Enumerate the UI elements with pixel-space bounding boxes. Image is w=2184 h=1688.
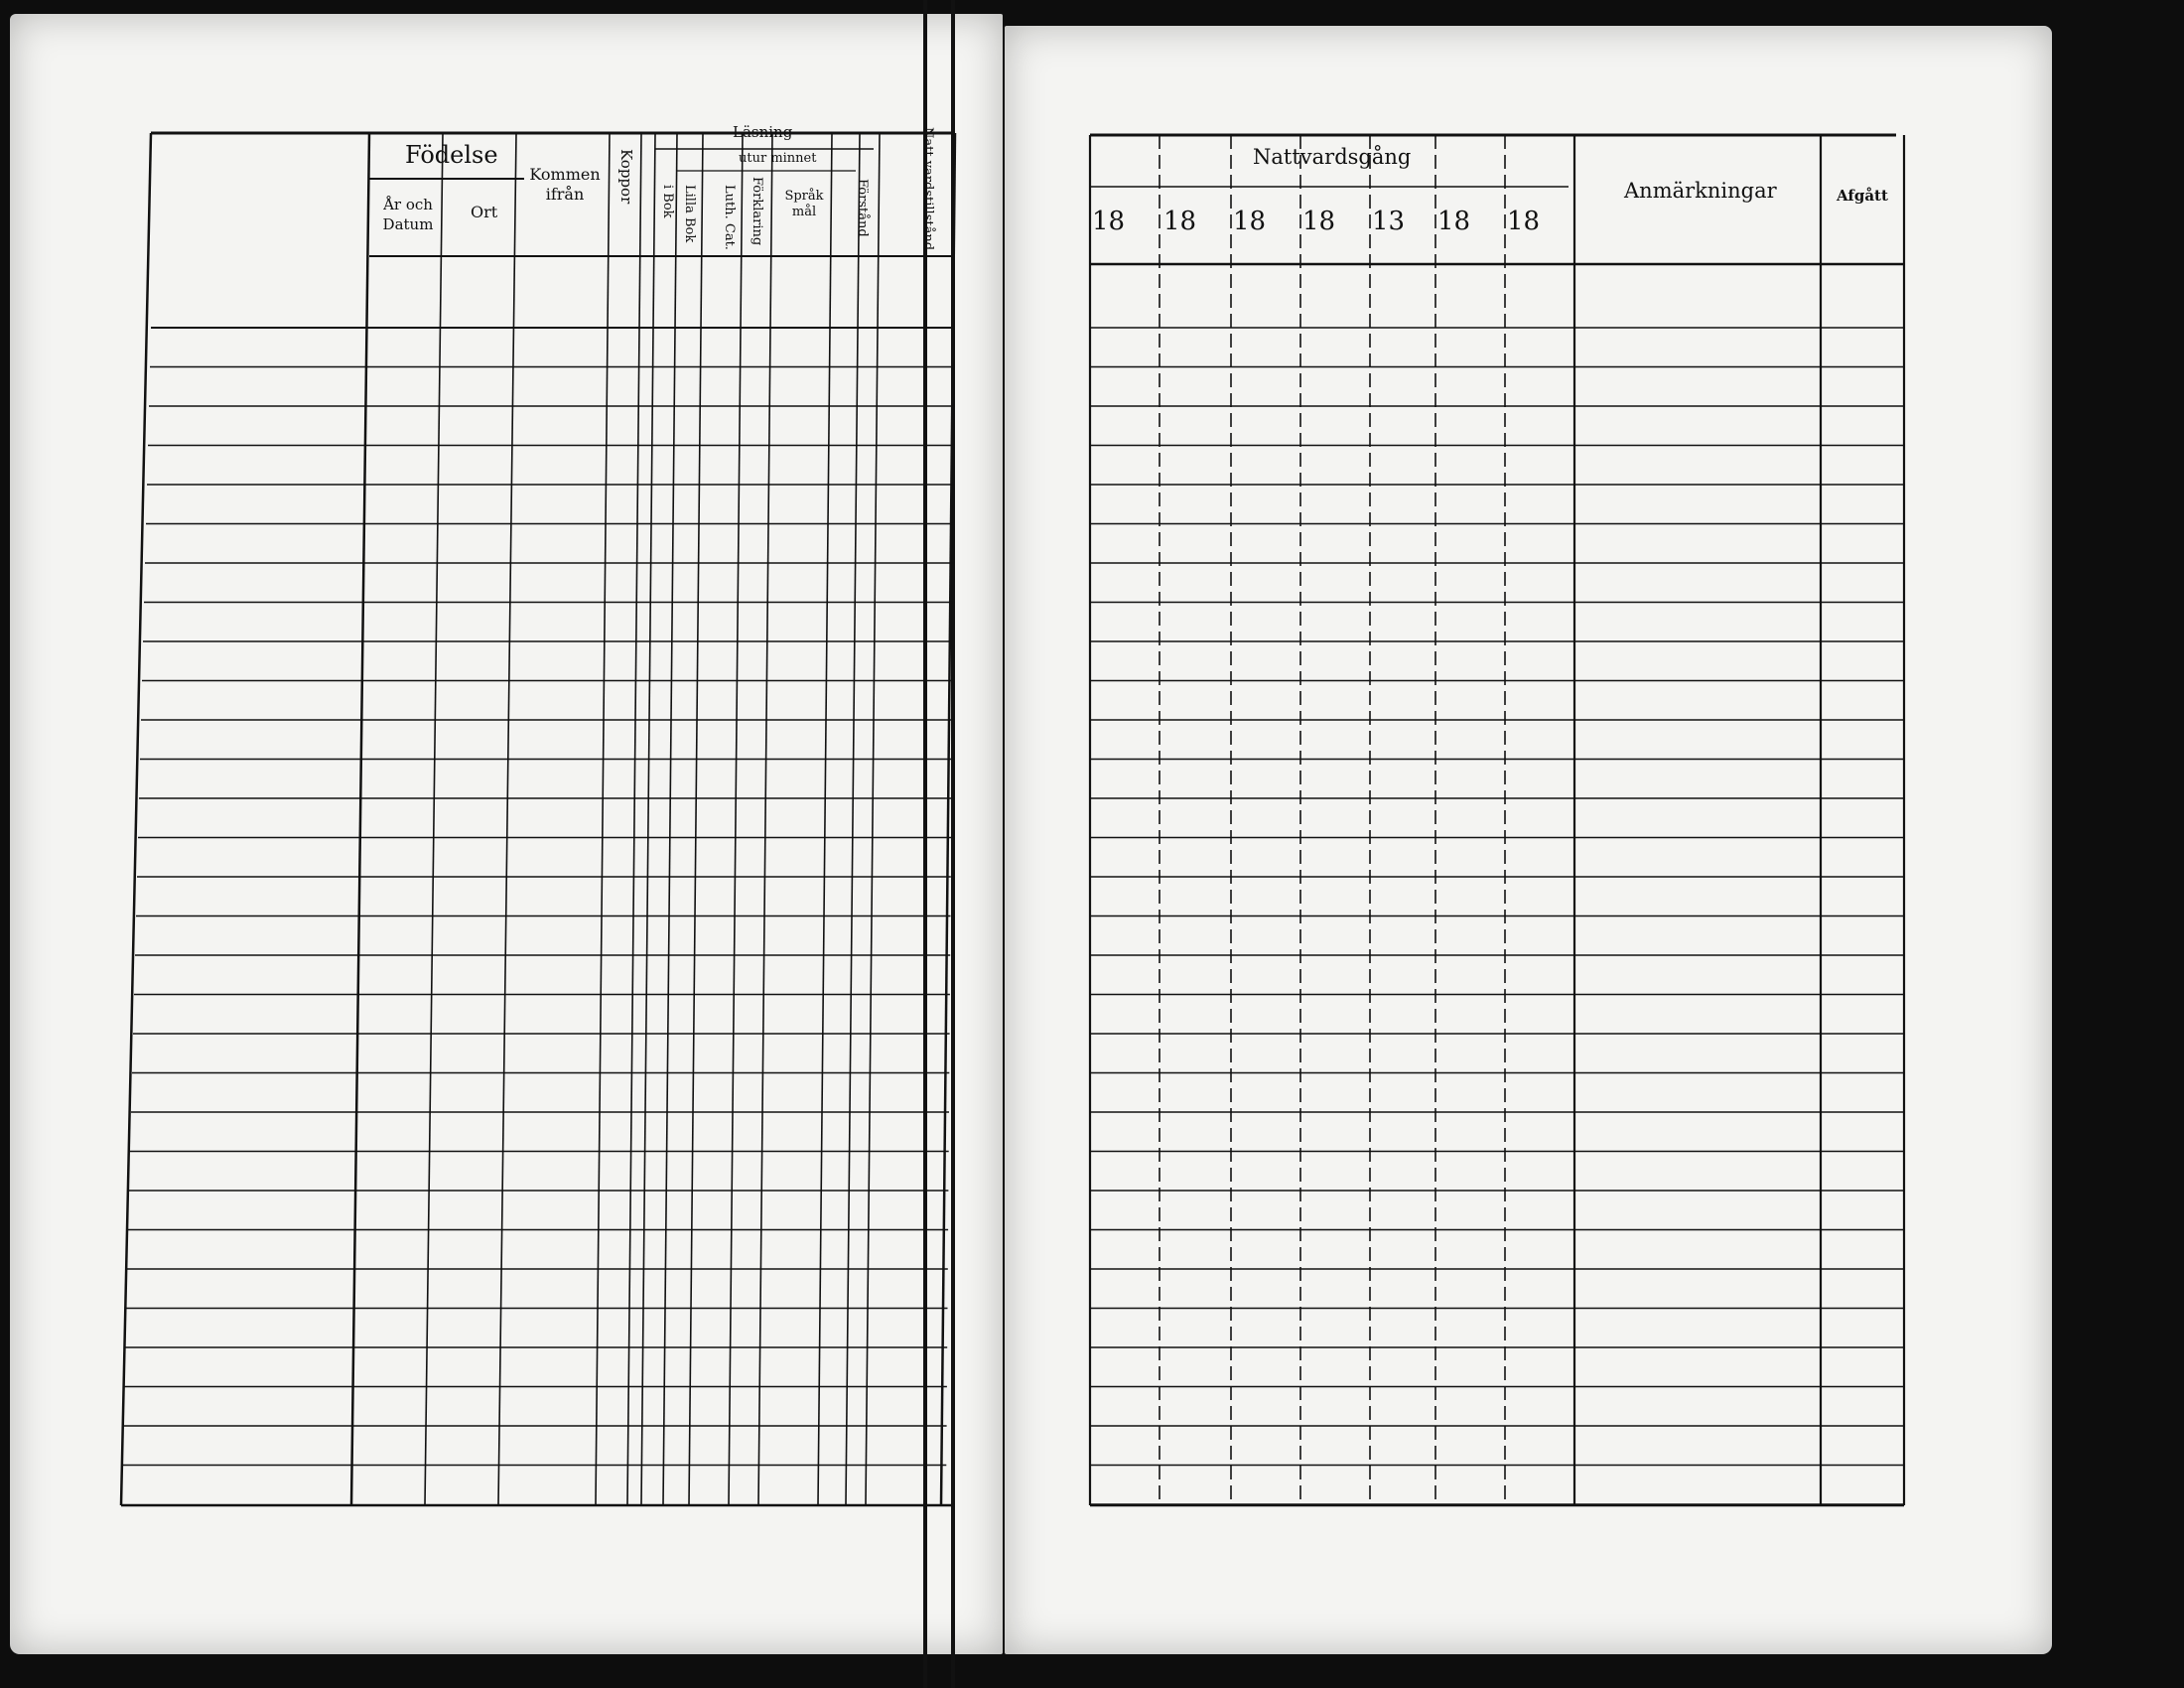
year-column-7: 18 (1507, 207, 1541, 236)
column-line (689, 133, 703, 1505)
column-line (596, 133, 610, 1505)
header-forstand: Förstånd (855, 179, 870, 237)
column-line (941, 133, 955, 1505)
column-line (866, 133, 880, 1505)
header-kommen-ifran: Kommen ifrån (529, 165, 601, 204)
header-fodelse: Födelse (405, 141, 498, 169)
year-column-6: 18 (1437, 207, 1471, 236)
column-line (627, 133, 641, 1505)
year-column-4: 18 (1302, 207, 1336, 236)
year-column-1: 18 (1092, 207, 1126, 236)
column-line (846, 133, 860, 1505)
header-afgatt: Afgått (1837, 187, 1888, 205)
column-line (663, 133, 677, 1505)
header-nattvardsgang: Nattvardsgång (1253, 145, 1412, 169)
header-nattvardstillstand: Natt.vardstillstånd (920, 127, 935, 251)
header-i-bok: i Bok (660, 185, 675, 218)
header-sprakmal: Språk mål (784, 189, 824, 219)
header-utur-minnet: utur minnet (739, 151, 817, 166)
header-anmarkningar: Anmärkningar (1624, 179, 1777, 203)
header-koppor: Koppor (617, 149, 635, 205)
year-column-3: 18 (1233, 207, 1267, 236)
year-column-2: 18 (1163, 207, 1197, 236)
header-forklaring: Förklaring (750, 177, 764, 246)
header-luth-cat: Luth. Cat. (722, 185, 737, 250)
column-line (498, 133, 516, 1505)
header-ort: Ort (471, 203, 498, 221)
year-column-5: 13 (1372, 207, 1406, 236)
column-line (425, 133, 443, 1505)
column-line (758, 133, 772, 1505)
column-line (351, 133, 369, 1505)
column-line (818, 133, 832, 1505)
header-lilla-bok: Lilla Bok (682, 185, 697, 243)
column-line (641, 133, 655, 1505)
header-ar-och-datum: År och Datum (382, 196, 434, 233)
rule-left-edge (121, 133, 151, 1505)
column-line (729, 133, 743, 1505)
header-lasning: Läsning (733, 123, 793, 141)
